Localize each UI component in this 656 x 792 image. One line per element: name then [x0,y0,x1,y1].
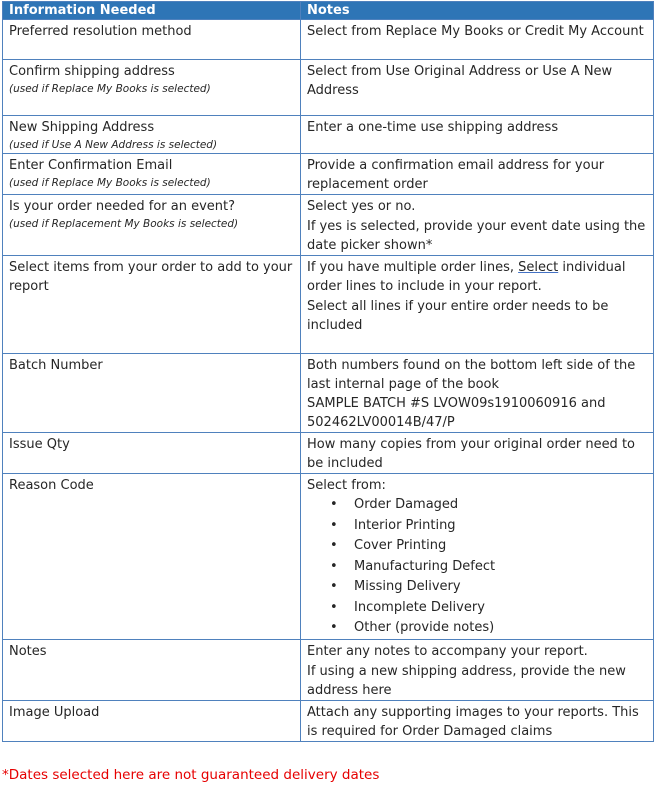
table-row [3,639,654,700]
list-item: • Order Damaged [354,495,647,516]
row-note: How many copies from your original order need to be included [307,437,635,471]
select-word: Select [518,260,559,275]
row-notes-cell [301,20,654,60]
row-label: Notes [9,643,47,659]
table-row [3,354,654,433]
list-item: • Manufacturing Defect [354,557,647,578]
row-note: Attach any supporting images to your reports. This is required for Order Damaged claims [307,704,639,739]
note-text: individual order lines to include in your report. [307,260,626,294]
list-item: • Cover Printing [354,536,647,557]
table-row [3,20,654,60]
row-label-cell [3,154,301,195]
row-label-cell [3,700,301,741]
row-label-cell [3,60,301,116]
row-label: Select items from your order to add to your report [9,260,293,294]
list-item: • Missing Delivery [354,577,647,598]
row-note: If yes is selected, provide your event date using the date picker shown* [307,219,646,253]
row-notes-cell [301,354,654,433]
date-disclaimer-footnote: *Dates selected here are not guaranteed delivery dates [2,767,380,783]
row-label: Issue Qty [9,437,70,452]
header-information-needed: Information Needed [3,2,301,20]
row-notes-cell [301,433,654,474]
header-notes: Notes [301,2,654,20]
note-text: If you have multiple order lines, [307,260,519,275]
row-label-cell [3,20,301,60]
row-condition: (used if Replacement My Books is selected) [9,218,239,230]
row-notes-cell [301,154,654,195]
row-notes-cell [301,474,654,640]
table-row [3,60,654,116]
row-note: Both numbers found on the bottom left side of the last internal page of the book [307,358,636,392]
row-condition: (used if Replace My Books is selected) [9,83,211,95]
table-row [3,700,654,741]
row-note [307,258,647,296]
table-row [3,256,654,354]
list-item: • Incomplete Delivery [354,598,647,619]
table-row [3,433,654,474]
list-item: • Other (provide notes) [354,618,647,639]
row-label: Batch Number [9,358,103,373]
list-item: • Interior Printing [354,516,647,537]
row-notes-cell [301,700,654,741]
information-table [2,1,654,742]
row-note: Provide a confirmation email address for your replacement order [307,158,605,192]
row-label-cell [3,195,301,256]
row-label-cell [3,474,301,640]
row-notes-cell [301,116,654,154]
row-notes-cell [301,195,654,256]
row-label: Confirm shipping address [9,64,175,79]
row-note: Select from Use Original Address or Use A New Address [307,64,613,98]
row-label: Is your order needed for an event? [9,199,236,214]
row-notes-cell [301,639,654,700]
row-label: Preferred resolution method [9,24,192,39]
row-note: SAMPLE BATCH #S LVOW09s1910060916 and 502462LV00014B/47/P [307,396,606,430]
row-condition: (used if Use A New Address is selected) [9,139,218,151]
table-row [3,474,654,640]
row-label-cell [3,433,301,474]
reason-code-list [307,495,647,639]
table-header-row [3,2,654,20]
reason-intro: Select from: [307,478,386,493]
row-label-cell [3,256,301,354]
row-note: Enter a one-time use shipping address [307,120,559,135]
row-note: Select all lines if your entire order needs to be included [307,299,609,333]
row-label: Image Upload [9,704,100,720]
row-label: Enter Confirmation Email [9,158,173,173]
row-note: If using a new shipping address, provide the new address here [307,663,626,698]
row-notes-cell [301,60,654,116]
row-condition: (used if Replace My Books is selected) [9,177,211,189]
row-note: Select yes or no. [307,199,416,214]
row-label-cell [3,639,301,700]
table-row [3,154,654,195]
row-notes-cell [301,256,654,354]
row-note: Select from Replace My Books or Credit My Account [307,24,644,39]
table-row [3,116,654,154]
row-label: Reason Code [9,478,94,493]
row-note: Enter any notes to accompany your report. [307,643,588,659]
row-label: New Shipping Address [9,120,155,135]
table-row [3,195,654,256]
row-label-cell [3,354,301,433]
row-label-cell [3,116,301,154]
